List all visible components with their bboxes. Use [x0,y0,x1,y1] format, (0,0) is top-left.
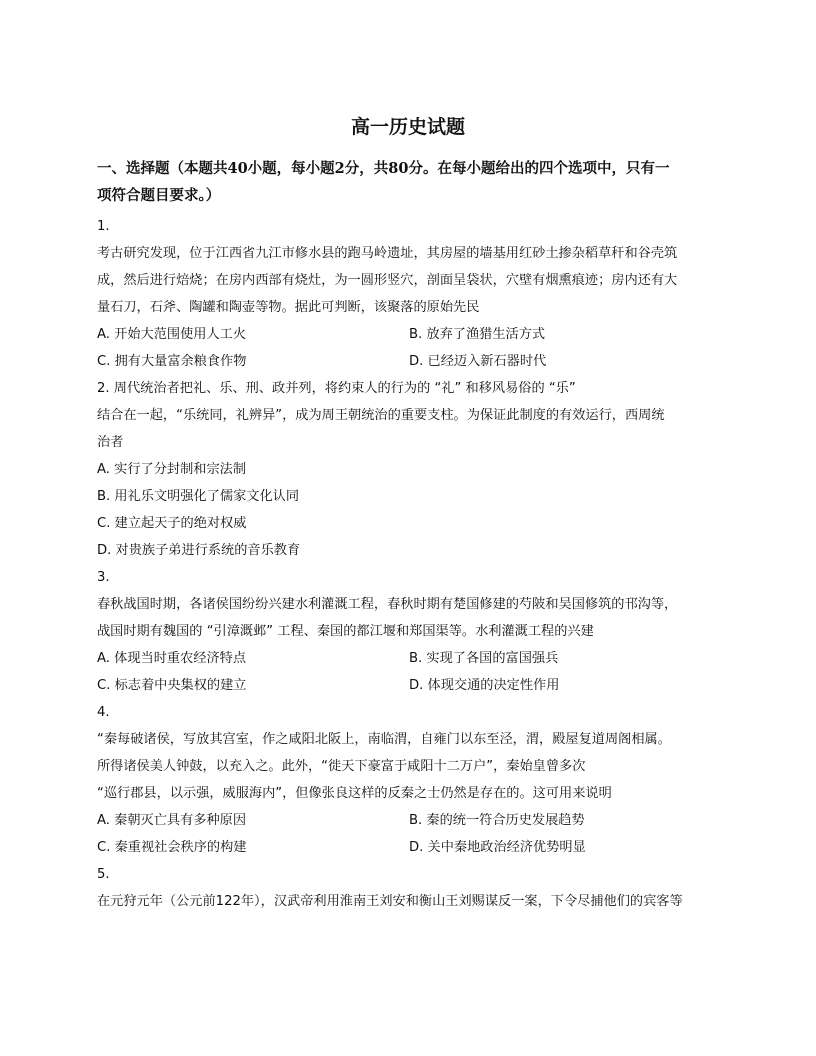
question-stem-line: 量石刀，石斧、陶罐和陶壶等物。据此可判断，该聚落的原始先民 [97,300,480,315]
option-row [97,672,719,699]
section-heading [97,155,719,209]
option-a: A. 秦朝灭亡具有多种原因 [97,813,247,828]
option-c: C. 建立起天子的绝对权威 [97,516,247,531]
page-title: 高一历史试题 [350,116,465,138]
question-3 [97,564,719,699]
question-stem-line: 战国时期有魏国的 “引漳溉邺” 工程、秦国的都江堰和郑国渠等。水利灌溉工程的兴建 [97,624,594,639]
option-row [97,321,719,348]
document-content [97,155,719,915]
question-stem-line: 在元狩元年（公元前122年），汉武帝利用淮南王刘安和衡山王刘赐谋反一案，下令尽捕他们的宾客等 [97,894,683,909]
option-a: A. 实行了分封制和宗法制 [97,462,247,477]
option-b: B. 秦的统一符合历史发展趋势 [409,813,585,828]
question-1 [97,213,719,375]
question-stem-line: 春秋战国时期，各诸侯国纷纷兴建水利灌溉工程，春秋时期有楚国修建的芍陂和吴国修筑的邗沟等， [97,597,678,612]
option-d: D. 体现交通的决定性作用 [409,678,560,693]
question-stem-line: “秦每破诸侯，写放其宫室，作之咸阳北阪上，南临渭，自雍门以东至泾，渭，殿屋复道周阁相属。 [97,732,671,747]
question-number: 1. [97,219,110,234]
section-heading-line: 一、选择题（本题共40小题，每小题2分，共80分。在每小题给出的四个选项中，只有一 [97,160,670,177]
option-d: D. 对贵族子弟进行系统的音乐教育 [97,543,301,558]
question-stem-line: “巡行郡县，以示强，威服海内”，但像张良这样的反秦之士仍然是存在的。这可用来说明 [97,786,612,801]
question-number: 4. [97,705,110,720]
question-stem-line: 治者 [97,435,124,450]
option-c: C. 标志着中央集权的建立 [97,678,247,693]
option-c: C. 拥有大量富余粮食作物 [97,354,247,369]
option-row [97,807,719,834]
question-stem-line: 考古研究发现，位于江西省九江市修水县的跑马岭遗址，其房屋的墙基用红砂土掺杂稻草秆和谷壳筑 [97,246,678,261]
question-2 [97,375,719,564]
question-number: 3. [97,570,110,585]
option-row [97,834,719,861]
question-stem-line: 2. 周代统治者把礼、乐、刑、政并列，将约束人的行为的 “礼” 和移风易俗的 “乐” [97,381,576,396]
option-d: D. 关中秦地政治经济优势明显 [409,840,586,855]
question-number: 5. [97,867,110,882]
option-b: B. 放弃了渔猎生活方式 [409,327,546,342]
section-heading-line: 项符合题目要求。） [97,187,221,204]
question-stem-line: 所得诸侯美人钟鼓，以充入之。此外，“徙天下豪富于咸阳十二万户”，秦始皇曾多次 [97,759,586,774]
question-stem-line: 成，然后进行焙烧；在房内西部有烧灶，为一圆形竖穴，剖面呈袋状，穴壁有烟熏痕迹；房内还有大 [97,273,678,288]
option-d: D. 已经迈入新石器时代 [409,354,547,369]
option-row [97,645,719,672]
question-stem-line: 结合在一起，“乐统同，礼辨异”，成为周王朝统治的重要支柱。为保证此制度的有效运行，西周统 [97,408,665,423]
question-4 [97,699,719,861]
option-row [97,348,719,375]
option-b: B. 用礼乐文明强化了儒家文化认同 [97,489,300,504]
option-a: A. 体现当时重农经济特点 [97,651,247,666]
question-5 [97,861,719,915]
option-b: B. 实现了各国的富国强兵 [409,651,559,666]
option-a: A. 开始大范围使用人工火 [97,327,247,342]
option-c: C. 秦重视社会秩序的构建 [97,840,247,855]
